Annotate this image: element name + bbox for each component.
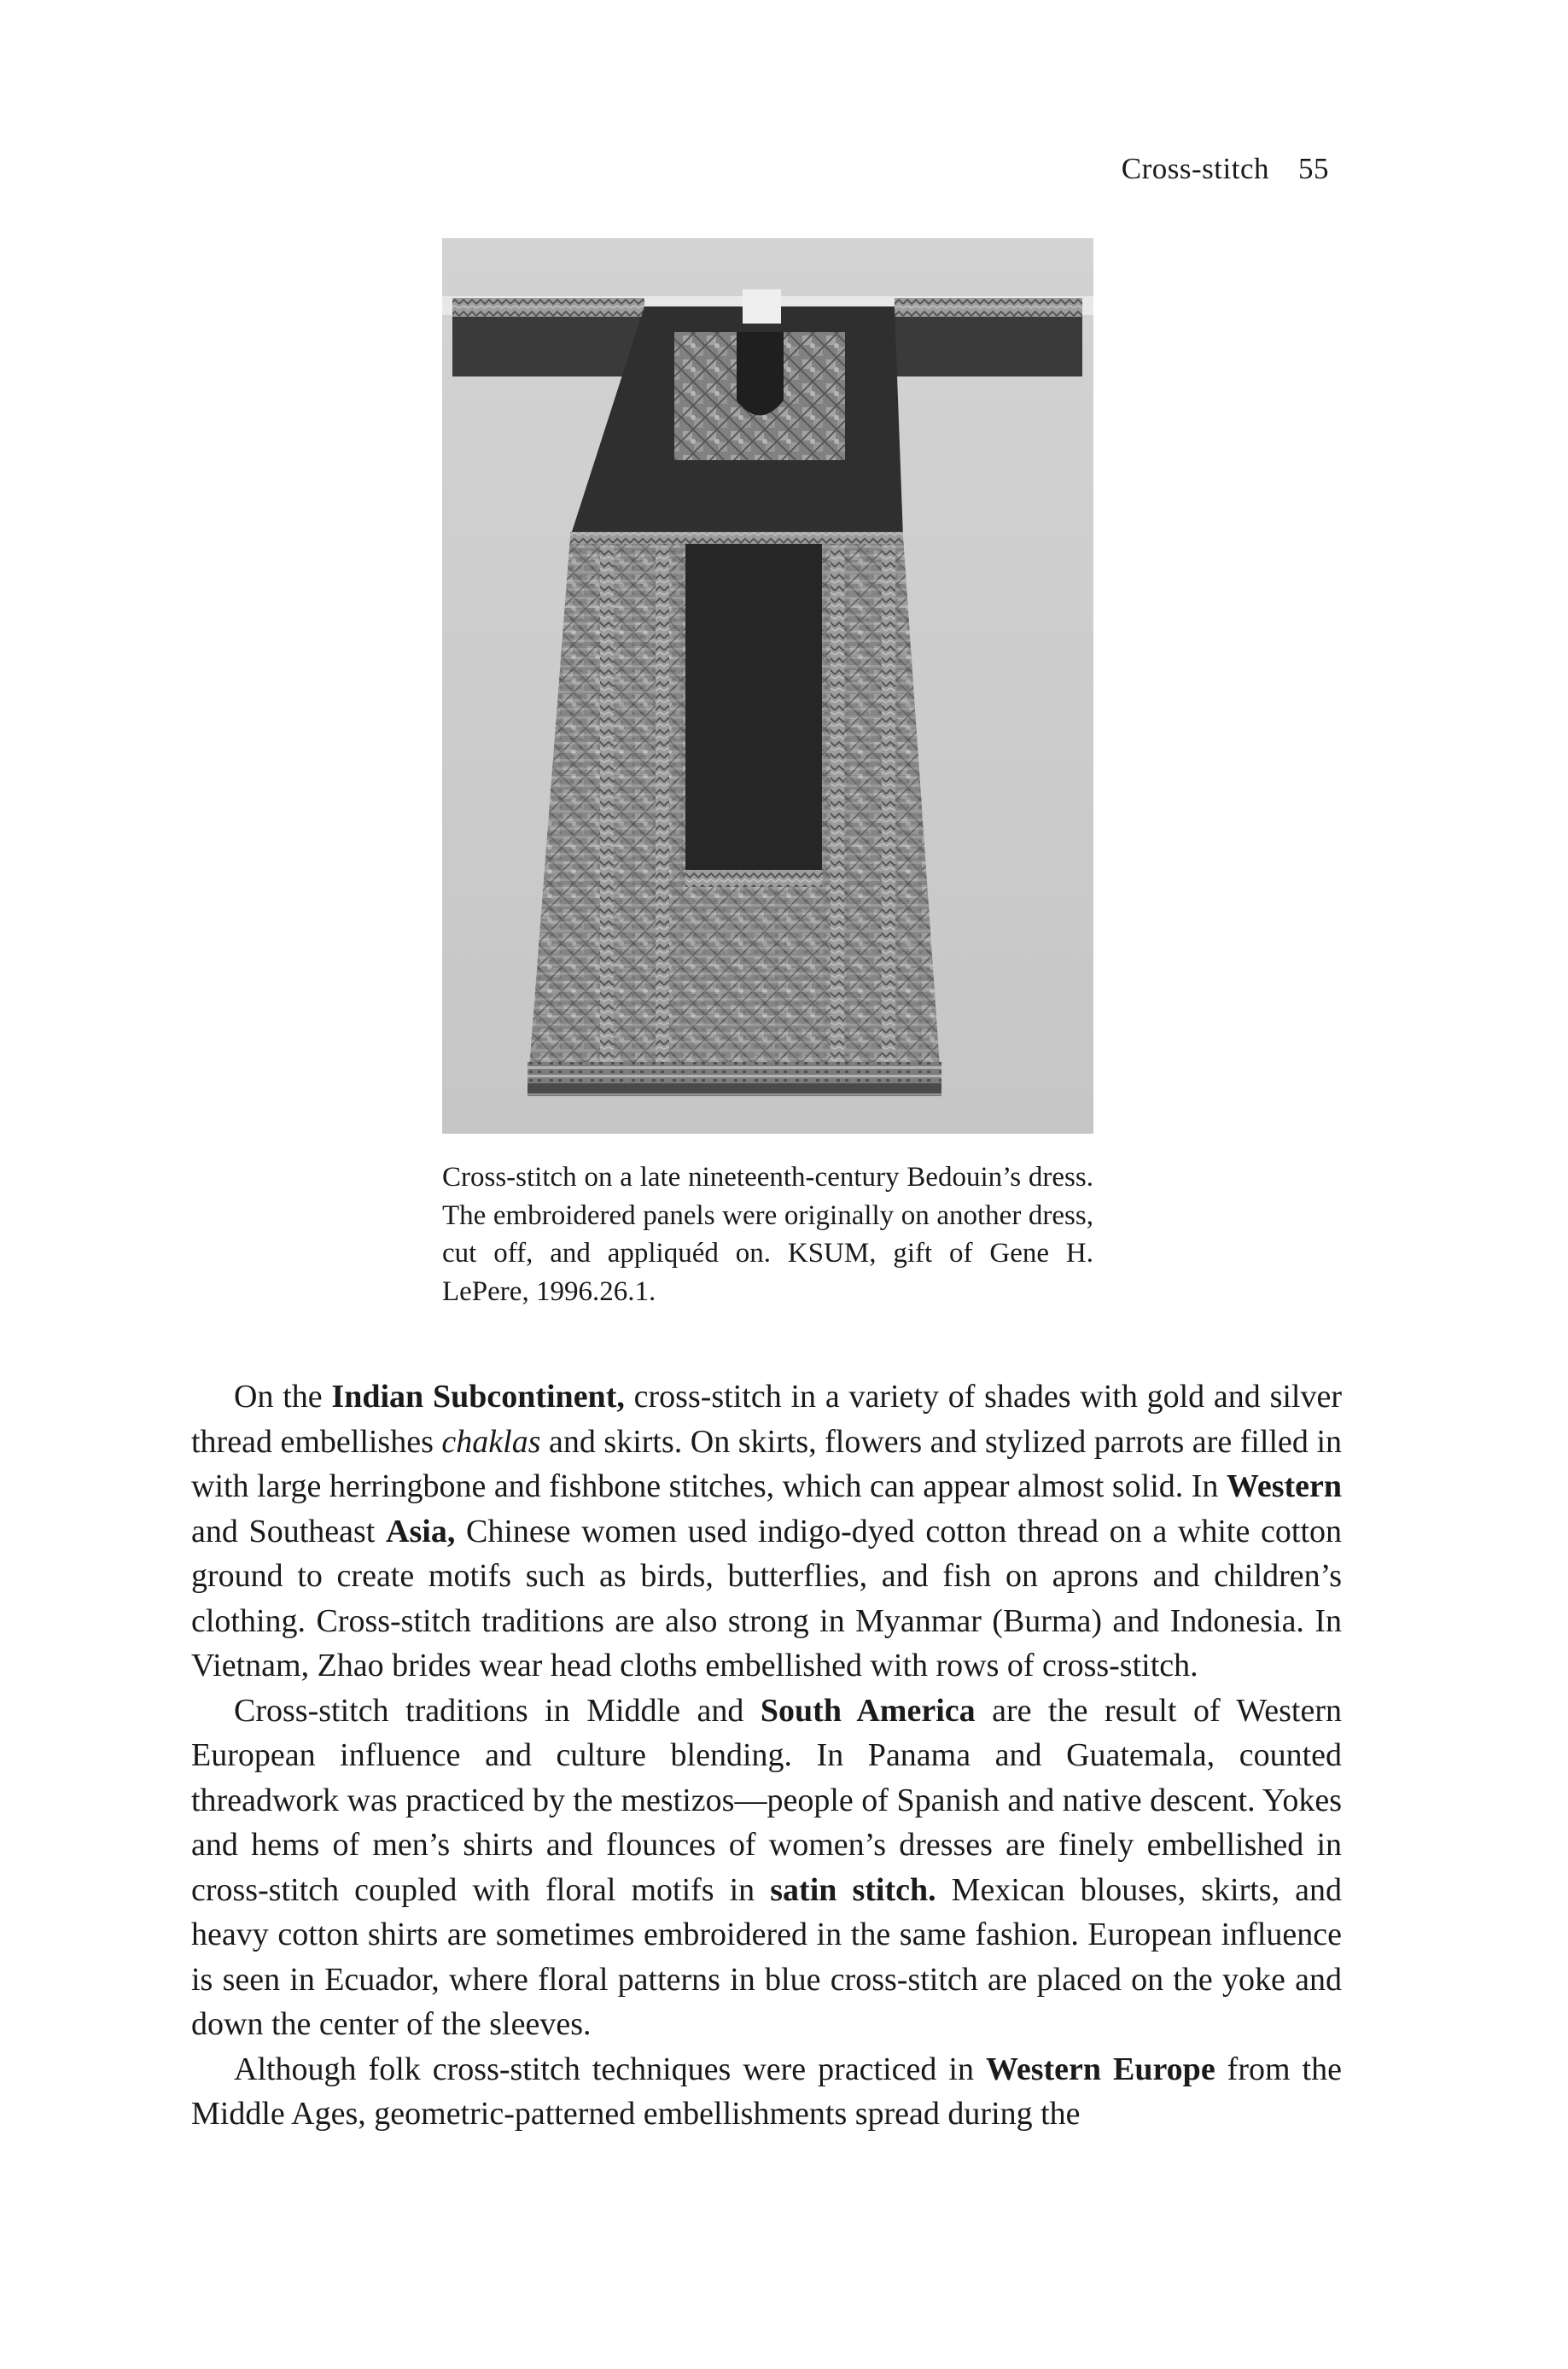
text-run: are the result of Western European influence and culture blending. In Panama and Guatemala, counted threadwork was practiced by the mestizos—people of Spanish and native descent. Yokes and hems of men’s shirts and flounces of women’s dresses are finely embellished in cross-stitch coupled with floral motifs in	[191, 1692, 1342, 1908]
text-run: and Southeast	[191, 1513, 387, 1549]
bold-term: satin stitch.	[770, 1871, 936, 1908]
running-head-section: Cross-stitch	[1121, 152, 1269, 185]
figure-caption	[442, 1158, 1093, 1310]
text-run: Although folk cross-stitch techniques were practiced in	[234, 2051, 986, 2087]
bold-term: Asia,	[386, 1513, 456, 1549]
text-run: Cross-stitch traditions in Middle and	[234, 1692, 761, 1729]
text-run: cross-stitch in a variety of shades with gold and silver thread embellishes	[191, 1379, 1342, 1460]
text-run: Chinese women used indigo-dyed cotton thread on a white cotton ground to create motifs such as birds, butterflies, and fish on aprons and children’s clothing. Cross-stitch traditions are also strong in Myanmar (Burma) and Indonesia. In Vietnam, Zhao brides wear head cloths embellished with rows of cross-stitch.	[191, 1513, 1343, 1683]
text-run: and skirts. On skirts, flowers and stylized parrots are filled in with large herringbone and fishbone stitches, which can appear almost solid. In	[191, 1423, 1342, 1504]
paragraph	[191, 1374, 1342, 1689]
dress-photograph	[442, 238, 1093, 1134]
caption-text: Cross-stitch on a late nineteenth-century Bedouin’s dress. The embroidered panels were originally on another dress, cut off, and appliquéd on. KSUM, gift of Gene H. LePere, 1996.26.1.	[442, 1162, 1093, 1307]
paragraph	[191, 1689, 1342, 2047]
text-run: On the	[234, 1379, 332, 1415]
bold-term: Western Europe	[985, 2051, 1215, 2087]
bedouin-dress-image	[442, 238, 1093, 1134]
running-head	[1122, 152, 1329, 186]
bold-term: South America	[760, 1692, 976, 1729]
paragraph	[191, 2047, 1342, 2137]
bold-term: Western	[1226, 1468, 1342, 1504]
text-run: Mexican blouses, skirts, and heavy cotton shirts are sometimes embroidered in the same fashion. European influence is seen in Ecuador, where floral patterns in blue cross-stitch are placed on the yoke and down the center of the sleeves.	[191, 1871, 1343, 2042]
text-run: from the Middle Ages, geometric-patterned embellishments spread during the	[191, 2051, 1342, 2132]
page-number: 55	[1298, 152, 1329, 185]
bold-term: Indian Subcontinent,	[331, 1379, 625, 1415]
body-text	[191, 1374, 1342, 2137]
italic-term: chaklas	[441, 1423, 541, 1460]
